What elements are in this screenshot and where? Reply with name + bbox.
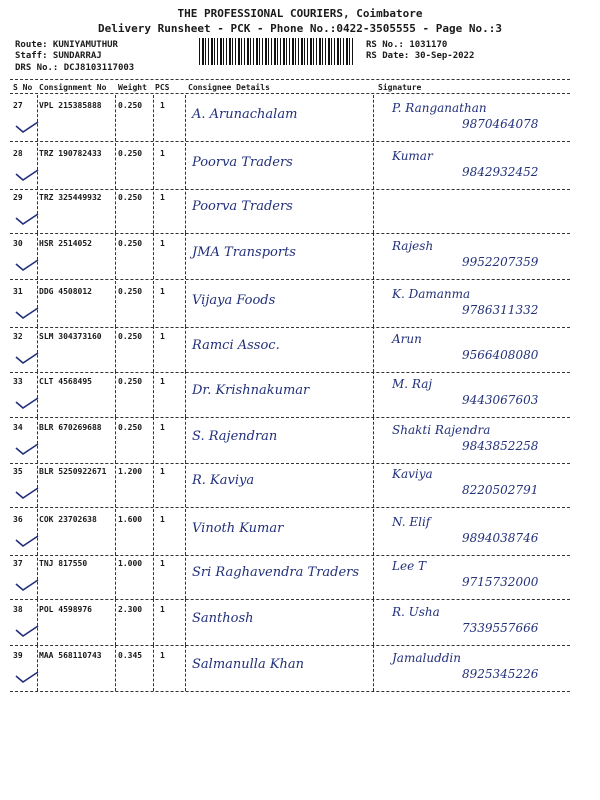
column-divider	[185, 599, 186, 645]
column-divider	[115, 326, 116, 372]
column-divider	[37, 461, 38, 507]
column-divider	[153, 509, 154, 555]
row-weight: 2.300	[118, 605, 143, 614]
column-divider	[185, 233, 186, 279]
row-signature-name: Shakti Rajendra	[392, 423, 491, 437]
row-weight: 1.200	[118, 467, 143, 476]
column-divider	[115, 645, 116, 691]
column-divider	[115, 233, 116, 279]
column-divider	[185, 509, 186, 555]
drs-number: DRS No.: DCJ8103117003	[15, 63, 135, 73]
row-separator	[10, 691, 570, 692]
column-divider	[37, 417, 38, 463]
row-signature-name: Arun	[392, 332, 422, 346]
row-separator	[10, 417, 570, 418]
row-weight: 0.250	[118, 101, 143, 110]
row-consignment: SLM 304373160	[39, 332, 102, 341]
row-pcs: 1	[160, 559, 165, 568]
page-title: THE PROFESSIONAL COURIERS, Coimbatore	[177, 7, 423, 20]
row-signature-name: Rajesh	[392, 239, 434, 253]
row-pcs: 1	[160, 651, 165, 660]
row-weight: 0.250	[118, 287, 143, 296]
row-weight: 0.250	[118, 193, 143, 202]
row-sno: 29	[13, 193, 23, 202]
column-divider	[37, 326, 38, 372]
row-weight: 1.000	[118, 559, 143, 568]
row-consignment: POL 4598976	[39, 605, 92, 614]
column-divider	[115, 281, 116, 327]
column-divider	[37, 143, 38, 189]
row-weight: 0.250	[118, 423, 143, 432]
column-divider	[373, 599, 374, 645]
row-separator	[10, 233, 570, 234]
row-weight: 0.250	[118, 239, 143, 248]
row-pcs: 1	[160, 239, 165, 248]
row-separator	[10, 463, 570, 464]
row-signature-phone: 8925345226	[462, 667, 539, 681]
row-consignment: BLR 5250922671	[39, 467, 107, 476]
column-divider	[115, 461, 116, 507]
row-sno: 33	[13, 377, 23, 386]
column-divider	[185, 417, 186, 463]
row-pcs: 1	[160, 287, 165, 296]
column-divider	[373, 461, 374, 507]
table-header-rule	[10, 93, 570, 94]
column-divider	[37, 553, 38, 599]
row-separator	[10, 599, 570, 600]
row-pcs: 1	[160, 467, 165, 476]
column-divider	[153, 326, 154, 372]
rs-date: RS Date: 30-Sep-2022	[366, 51, 475, 61]
row-separator	[10, 645, 570, 646]
row-sno: 27	[13, 101, 23, 110]
column-divider	[373, 281, 374, 327]
row-consignee: A. Arunachalam	[192, 107, 298, 122]
row-signature-phone: 9894038746	[462, 531, 539, 545]
column-divider	[37, 509, 38, 555]
rs-number: RS No.: 1031170	[366, 40, 448, 50]
row-consignment: TRZ 325449932	[39, 193, 102, 202]
column-divider	[373, 143, 374, 189]
col-header-sno: S No	[13, 83, 33, 92]
row-consignment: BLR 670269688	[39, 423, 102, 432]
row-pcs: 1	[160, 149, 165, 158]
row-consignee: S. Rajendran	[192, 429, 278, 444]
row-sno: 32	[13, 332, 23, 341]
row-signature-name: Jamaluddin	[392, 651, 461, 665]
row-pcs: 1	[160, 605, 165, 614]
column-divider	[115, 417, 116, 463]
column-divider	[153, 187, 154, 233]
row-signature-name: P. Ranganathan	[392, 101, 487, 115]
row-signature-phone: 9843852258	[462, 439, 539, 453]
column-divider	[185, 371, 186, 417]
row-sno: 34	[13, 423, 23, 432]
column-divider	[373, 233, 374, 279]
row-signature-name: K. Damanma	[392, 287, 471, 301]
row-weight: 0.250	[118, 149, 143, 158]
column-divider	[185, 645, 186, 691]
column-divider	[115, 371, 116, 417]
row-signature-phone: 9443067603	[462, 393, 539, 407]
column-divider	[115, 95, 116, 141]
row-signature-name: Kumar	[392, 149, 433, 163]
column-divider	[115, 187, 116, 233]
row-pcs: 1	[160, 193, 165, 202]
column-divider	[153, 95, 154, 141]
row-sno: 37	[13, 559, 23, 568]
row-sno: 38	[13, 605, 23, 614]
row-consignment: MAA 568110743	[39, 651, 102, 660]
row-consignment: DDG 4508012	[39, 287, 92, 296]
row-consignment: VPL 215385888	[39, 101, 102, 110]
column-divider	[153, 461, 154, 507]
row-weight: 1.600	[118, 515, 143, 524]
column-divider	[37, 281, 38, 327]
column-divider	[373, 553, 374, 599]
row-consignment: COK 23702638	[39, 515, 97, 524]
column-divider	[153, 599, 154, 645]
column-divider	[373, 187, 374, 233]
col-header-weight: Weight	[118, 83, 147, 92]
row-consignment: CLT 4568495	[39, 377, 92, 386]
route-label: Route: KUNIYAMUTHUR	[15, 40, 118, 50]
column-divider	[153, 233, 154, 279]
row-separator	[10, 141, 570, 142]
row-consignment: TRZ 190782433	[39, 149, 102, 158]
column-divider	[185, 187, 186, 233]
column-divider	[115, 509, 116, 555]
column-divider	[153, 645, 154, 691]
row-pcs: 1	[160, 377, 165, 386]
barcode-image	[199, 38, 355, 65]
row-signature-name: N. Elif	[392, 515, 431, 529]
row-weight: 0.250	[118, 332, 143, 341]
col-header-consignee: Consignee Details	[188, 83, 270, 92]
column-divider	[373, 645, 374, 691]
row-signature-name: Lee T	[392, 559, 426, 573]
runsheet-subtitle: Delivery Runsheet - PCK - Phone No.:0422-3505555 - Page No.:3	[98, 22, 502, 35]
column-divider	[115, 143, 116, 189]
staff-label: Staff: SUNDARRAJ	[15, 51, 102, 61]
column-divider	[153, 143, 154, 189]
column-divider	[153, 417, 154, 463]
column-divider	[185, 281, 186, 327]
column-divider	[373, 417, 374, 463]
column-divider	[37, 233, 38, 279]
row-signature-phone: 9786311332	[462, 303, 539, 317]
row-signature-phone: 9870464078	[462, 117, 539, 131]
column-divider	[373, 509, 374, 555]
column-divider	[37, 187, 38, 233]
row-sno: 28	[13, 149, 23, 158]
column-divider	[153, 281, 154, 327]
column-divider	[185, 95, 186, 141]
column-divider	[153, 553, 154, 599]
row-signature-phone: 8220502791	[462, 483, 539, 497]
column-divider	[153, 371, 154, 417]
row-consignment: TNJ 817550	[39, 559, 88, 568]
column-divider	[185, 461, 186, 507]
row-consignee: Poorva Traders	[192, 199, 293, 214]
column-divider	[185, 553, 186, 599]
row-sno: 30	[13, 239, 23, 248]
row-pcs: 1	[160, 332, 165, 341]
row-consignee: Dr. Krishnakumar	[192, 383, 310, 398]
column-divider	[37, 95, 38, 141]
row-signature-phone: 9952207359	[462, 255, 539, 269]
col-header-signature: Signature	[378, 83, 422, 92]
column-divider	[373, 371, 374, 417]
row-sno: 36	[13, 515, 23, 524]
row-signature-name: M. Raj	[392, 377, 433, 391]
row-consignment: HSR 2514052	[39, 239, 92, 248]
row-signature-phone: 9842932452	[462, 165, 539, 179]
row-consignee: JMA Transports	[192, 245, 296, 260]
row-separator	[10, 372, 570, 373]
row-sno: 35	[13, 467, 23, 476]
row-separator	[10, 327, 570, 328]
row-signature-name: R. Usha	[392, 605, 440, 619]
row-weight: 0.345	[118, 651, 143, 660]
row-consignee: Sri Raghavendra Traders	[192, 565, 360, 580]
row-consignee: Vinoth Kumar	[192, 521, 284, 536]
column-divider	[37, 645, 38, 691]
column-divider	[373, 95, 374, 141]
row-signature-phone: 9715732000	[462, 575, 539, 589]
row-separator	[10, 555, 570, 556]
col-header-pcs: PCS	[155, 83, 170, 92]
row-consignee: Vijaya Foods	[192, 293, 276, 308]
row-consignee: R. Kaviya	[192, 473, 255, 488]
row-signature-name: Kaviya	[392, 467, 433, 481]
row-sno: 31	[13, 287, 23, 296]
row-pcs: 1	[160, 423, 165, 432]
column-divider	[115, 553, 116, 599]
column-divider	[373, 326, 374, 372]
row-consignee: Santhosh	[192, 611, 254, 626]
column-divider	[37, 599, 38, 645]
column-divider	[185, 143, 186, 189]
row-sno: 39	[13, 651, 23, 660]
row-pcs: 1	[160, 515, 165, 524]
row-signature-phone: 7339557666	[462, 621, 539, 635]
row-signature-phone: 9566408080	[462, 348, 539, 362]
row-separator	[10, 507, 570, 508]
row-consignee: Poorva Traders	[192, 155, 293, 170]
column-divider	[185, 326, 186, 372]
column-divider	[37, 371, 38, 417]
table-top-rule	[10, 79, 570, 80]
column-divider	[115, 599, 116, 645]
row-separator	[10, 279, 570, 280]
row-separator	[10, 189, 570, 190]
row-consignee: Salmanulla Khan	[192, 657, 305, 672]
row-weight: 0.250	[118, 377, 143, 386]
col-header-consignment: Consignment No	[39, 83, 107, 92]
row-consignee: Ramci Assoc.	[192, 338, 280, 353]
row-pcs: 1	[160, 101, 165, 110]
